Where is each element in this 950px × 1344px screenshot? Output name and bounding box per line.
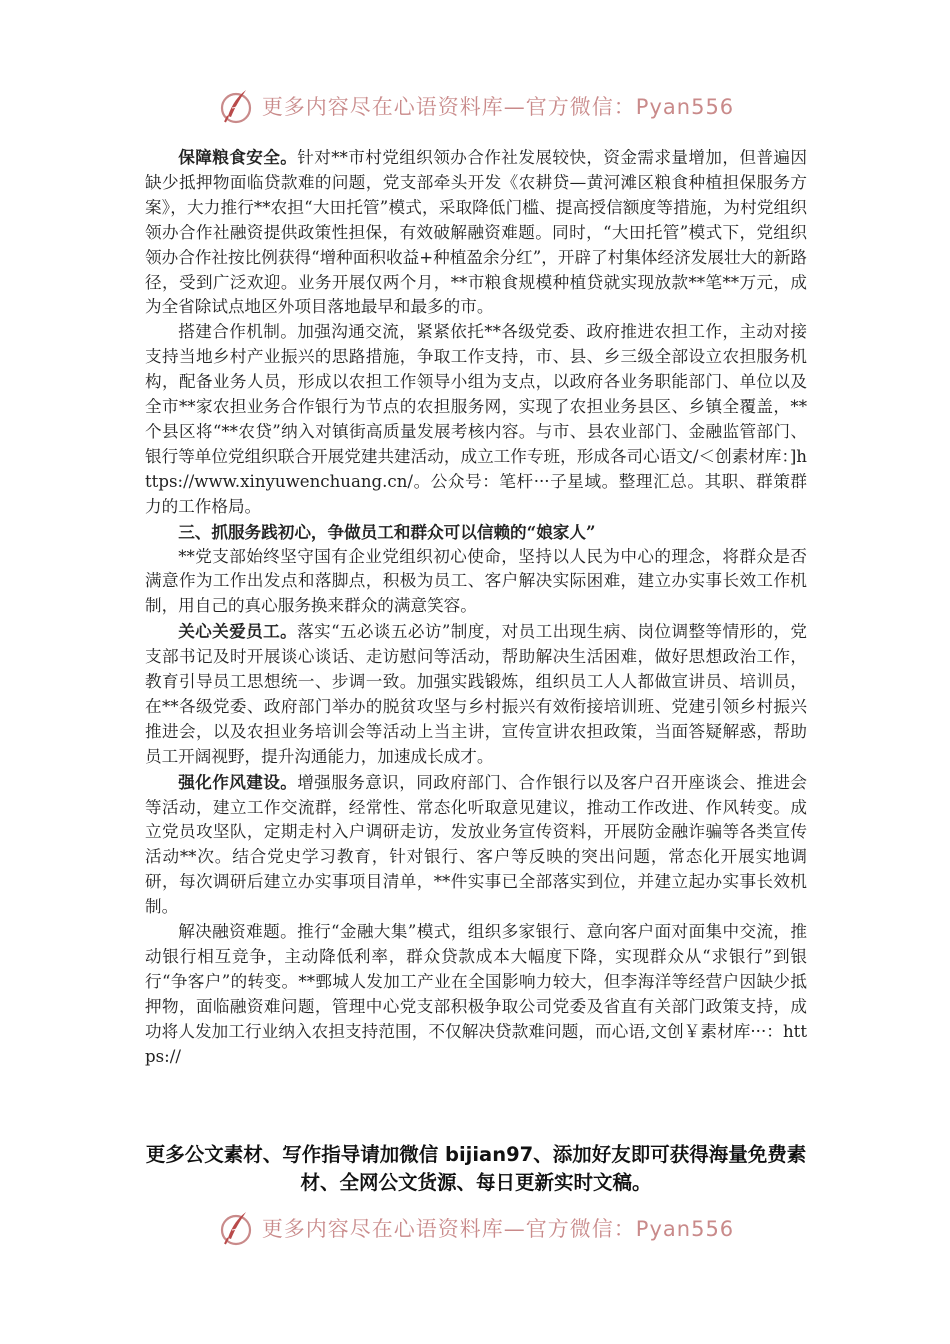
paragraph-financing (145, 920, 807, 1069)
paragraph-text: 针对**市村党组织领办合作社发展较快，资金需求量增加，但普遍因缺少抵押物面临贷款难的问题，党支部牵头开发《农耕贷—黄河滩区粮食种植担保服务方案》，大力推行**农担“大田托管”模式，采取降低门槛、提高授信额度等措施，为村党组织领办合作社融资提供政策性担保，有效破解融资难题。同时，“大田托管”模式下，党组织领办合作社按比例获得“增种面积收益+种植盈余分红”，开辟了村集体经济发展壮大的新路径，受到广泛欢迎。业务开展仅两个月，**市粮食规模种植贷就实现放款**笔**万元，成为全省除试点地区外项目落地最早和最多的市。 (145, 148, 808, 317)
banner-text: 更多内容尽在心语资料库—官方微信：Pyan556 (261, 1217, 735, 1241)
paragraph-text: 增强服务意识，同政府部门、合作银行以及客户召开座谈会、推进会等活动，建立工作交流群，经常性、常态化听取意见建议，推动工作改进、作风转变。成立党员攻坚队，定期走村入户调研走访，发放业务宣传资料，开展防金融诈骗等各类宣传活动**次。结合党史学习教育，针对银行、客户等反映的突出问题，常态化开展实地调研，每次调研后建立办实事项目清单，**件实事已全部落实到位，并建立起办实事长效机制。 (145, 772, 808, 917)
feather-pen-icon (216, 86, 256, 126)
paragraph-grain-security (145, 145, 807, 320)
paragraph-text: 解决融资难题。推行“金融大集”模式，组织多家银行、意向客户面对面集中交流，推动银行相互竞争，主动降低利率，群众贷款成本大幅度下降，实现群众从“求银行”到银行“争客户”的转变。**鄄城人发加工产业在全国影响力较大，但李海洋等经营户因缺少抵押物，面临融资难问题，管理中心党支部积极争取公司党委及省直有关部门政策支持，成功将人发加工行业纳入农担支持范围，不仅解决贷款难问题，而心语,文创￥素材库···：https:// (145, 922, 807, 1066)
paragraph-text: **党支部始终坚守国有企业党组织初心使命，坚持以人民为中心的理念，将群众是否满意作为工作出发点和落脚点，积极为员工、客户解决实际困难，建立办实事长效工作机制，用自己的真心服务换来群众的满意笑容。 (145, 546, 807, 616)
promo-text: 更多公文素材、写作指导请加微信 bijian97、添加好友即可获得海量免费素材、全网公文货源、每日更新实时文稿。 (145, 1143, 807, 1194)
paragraph-lead: 强化作风建设。 (178, 771, 298, 792)
section-heading: 三、抓服务践初心，争做员工和群众可以信赖的“娘家人” (178, 521, 596, 542)
document-body (145, 145, 807, 1070)
header-banner (0, 84, 950, 128)
paragraph-lead: 关心关爱员工。 (178, 621, 298, 642)
paragraph-lead: 保障粮食安全。 (178, 147, 298, 167)
paragraph-text: 落实“五必谈五必访”制度，对员工出现生病、岗位调整等情形的，党支部书记及时开展谈心谈话、走访慰问等活动，帮助解决生活困难，做好思想政治工作，教育引导员工思想统一、步调一致。加强实践锻炼，组织员工人人都做宣讲员、培训员，在**各级党委、政府部门举办的脱贫攻坚与乡村振兴有效衔接培训班、党建引领乡村振兴推进会，以及农担业务培训会等活动上当主讲，宣传宣讲农担政策，当面答疑解惑，帮助员工开阔视野，提升沟通能力，加速成长成才。 (145, 622, 808, 766)
paragraph-intro (145, 545, 807, 620)
paragraph-work-style (145, 770, 807, 920)
banner-text: 更多内容尽在心语资料库—官方微信：Pyan556 (261, 95, 735, 119)
paragraph-care-employees (145, 619, 807, 769)
feather-pen-icon (216, 1208, 256, 1248)
footer-banner (0, 1206, 950, 1250)
paragraph-text: 搭建合作机制。加强沟通交流，紧紧依托**各级党委、政府推进农担工作，主动对接支持当地乡村产业振兴的思路措施，争取工作支持，市、县、乡三级全部设立农担服务机构，配备业务人员，形成以农担工作领导小组为支点，以政府各业务职能部门、单位以及全市**家农担业务合作银行为节点的农担服务网，实现了农担业务县区、乡镇全覆盖，**个县区将“**农贷”纳入对镇街高质量发展考核内容。与市、县农业部门、金融监管部门、银行等单位党组织联合开展党建共建活动，成立工作专班，形成各司心语文/＜创素材库：]https://www.xinyuwenchuang.cn/。公众号：笔杆···子星域。整理汇总。其职、群策群力的工作格局。 (145, 322, 807, 516)
paragraph-cooperation-mechanism (145, 320, 807, 519)
